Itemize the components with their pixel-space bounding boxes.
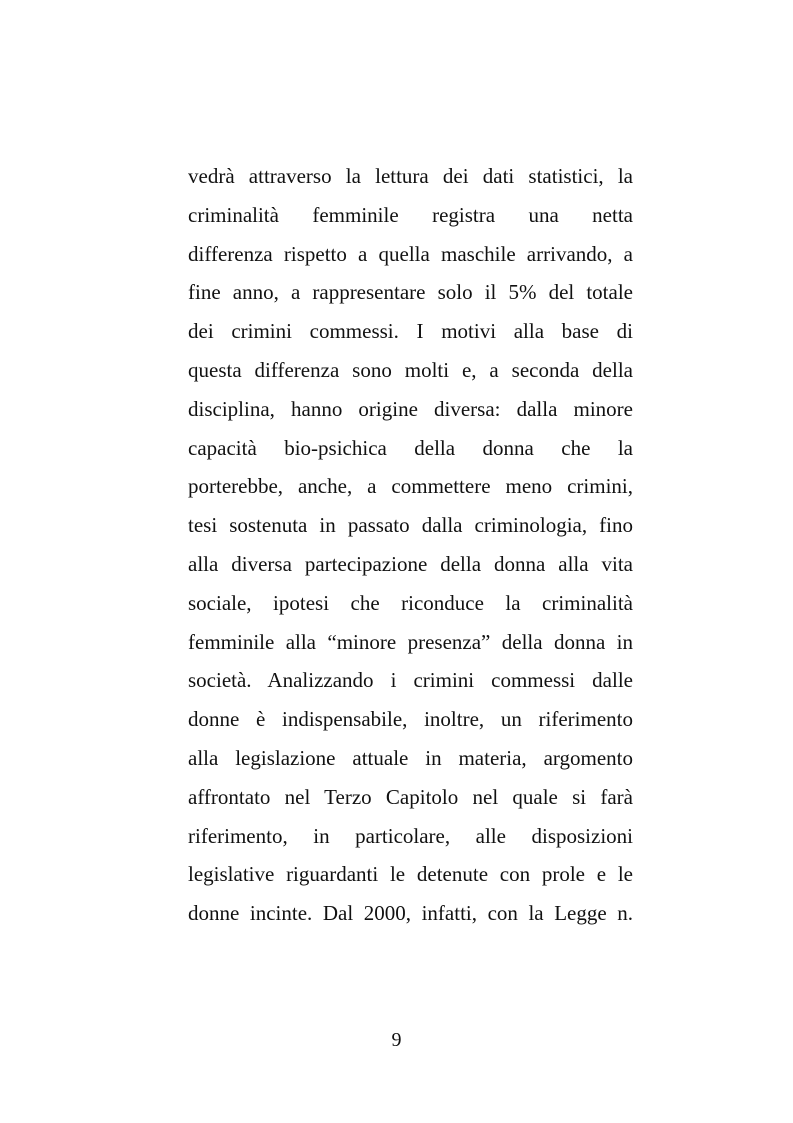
- text-line-17: affrontato nel Terzo Capitolo nel quale si farà: [188, 784, 633, 809]
- text-line-6: questa differenza sono molti e, a seconda della: [188, 357, 633, 382]
- text-line-18: riferimento, in particolare, alle disposizioni: [188, 823, 633, 848]
- text-line-14: società. Analizzando i crimini commessi dalle: [188, 668, 633, 693]
- text-line-3: differenza rispetto a quella maschile arrivando, a: [188, 241, 633, 266]
- text-line-15: donne è indispensabile, inoltre, un riferimento: [188, 707, 633, 732]
- body-paragraph: [188, 157, 633, 933]
- text-line-5: dei crimini commessi. I motivi alla base di: [188, 319, 633, 344]
- text-line-11: alla diversa partecipazione della donna alla vita: [188, 551, 633, 576]
- text-line-4: fine anno, a rappresentare solo il 5% del totale: [188, 280, 633, 305]
- text-line-13: femminile alla “minore presenza” della donna in: [188, 629, 633, 654]
- text-line-10: tesi sostenuta in passato dalla criminologia, fino: [188, 513, 633, 538]
- text-line-19: legislative riguardanti le detenute con prole e le: [188, 862, 633, 887]
- text-line-2: criminalità femminile registra una netta: [188, 202, 633, 227]
- text-line-9: porterebbe, anche, a commettere meno crimini,: [188, 474, 633, 499]
- text-line-16: alla legislazione attuale in materia, argomento: [188, 745, 633, 770]
- page-number: 9: [391, 1029, 402, 1051]
- text-line-1: vedrà attraverso la lettura dei dati statistici, la: [188, 164, 633, 188]
- text-line-8: capacità bio-psichica della donna che la: [188, 435, 633, 460]
- text-line-7: disciplina, hanno origine diversa: dalla minore: [188, 396, 633, 421]
- text-line-12: sociale, ipotesi che riconduce la criminalità: [188, 590, 633, 615]
- text-line-20: donne incinte. Dal 2000, infatti, con la Legge n.: [188, 901, 633, 926]
